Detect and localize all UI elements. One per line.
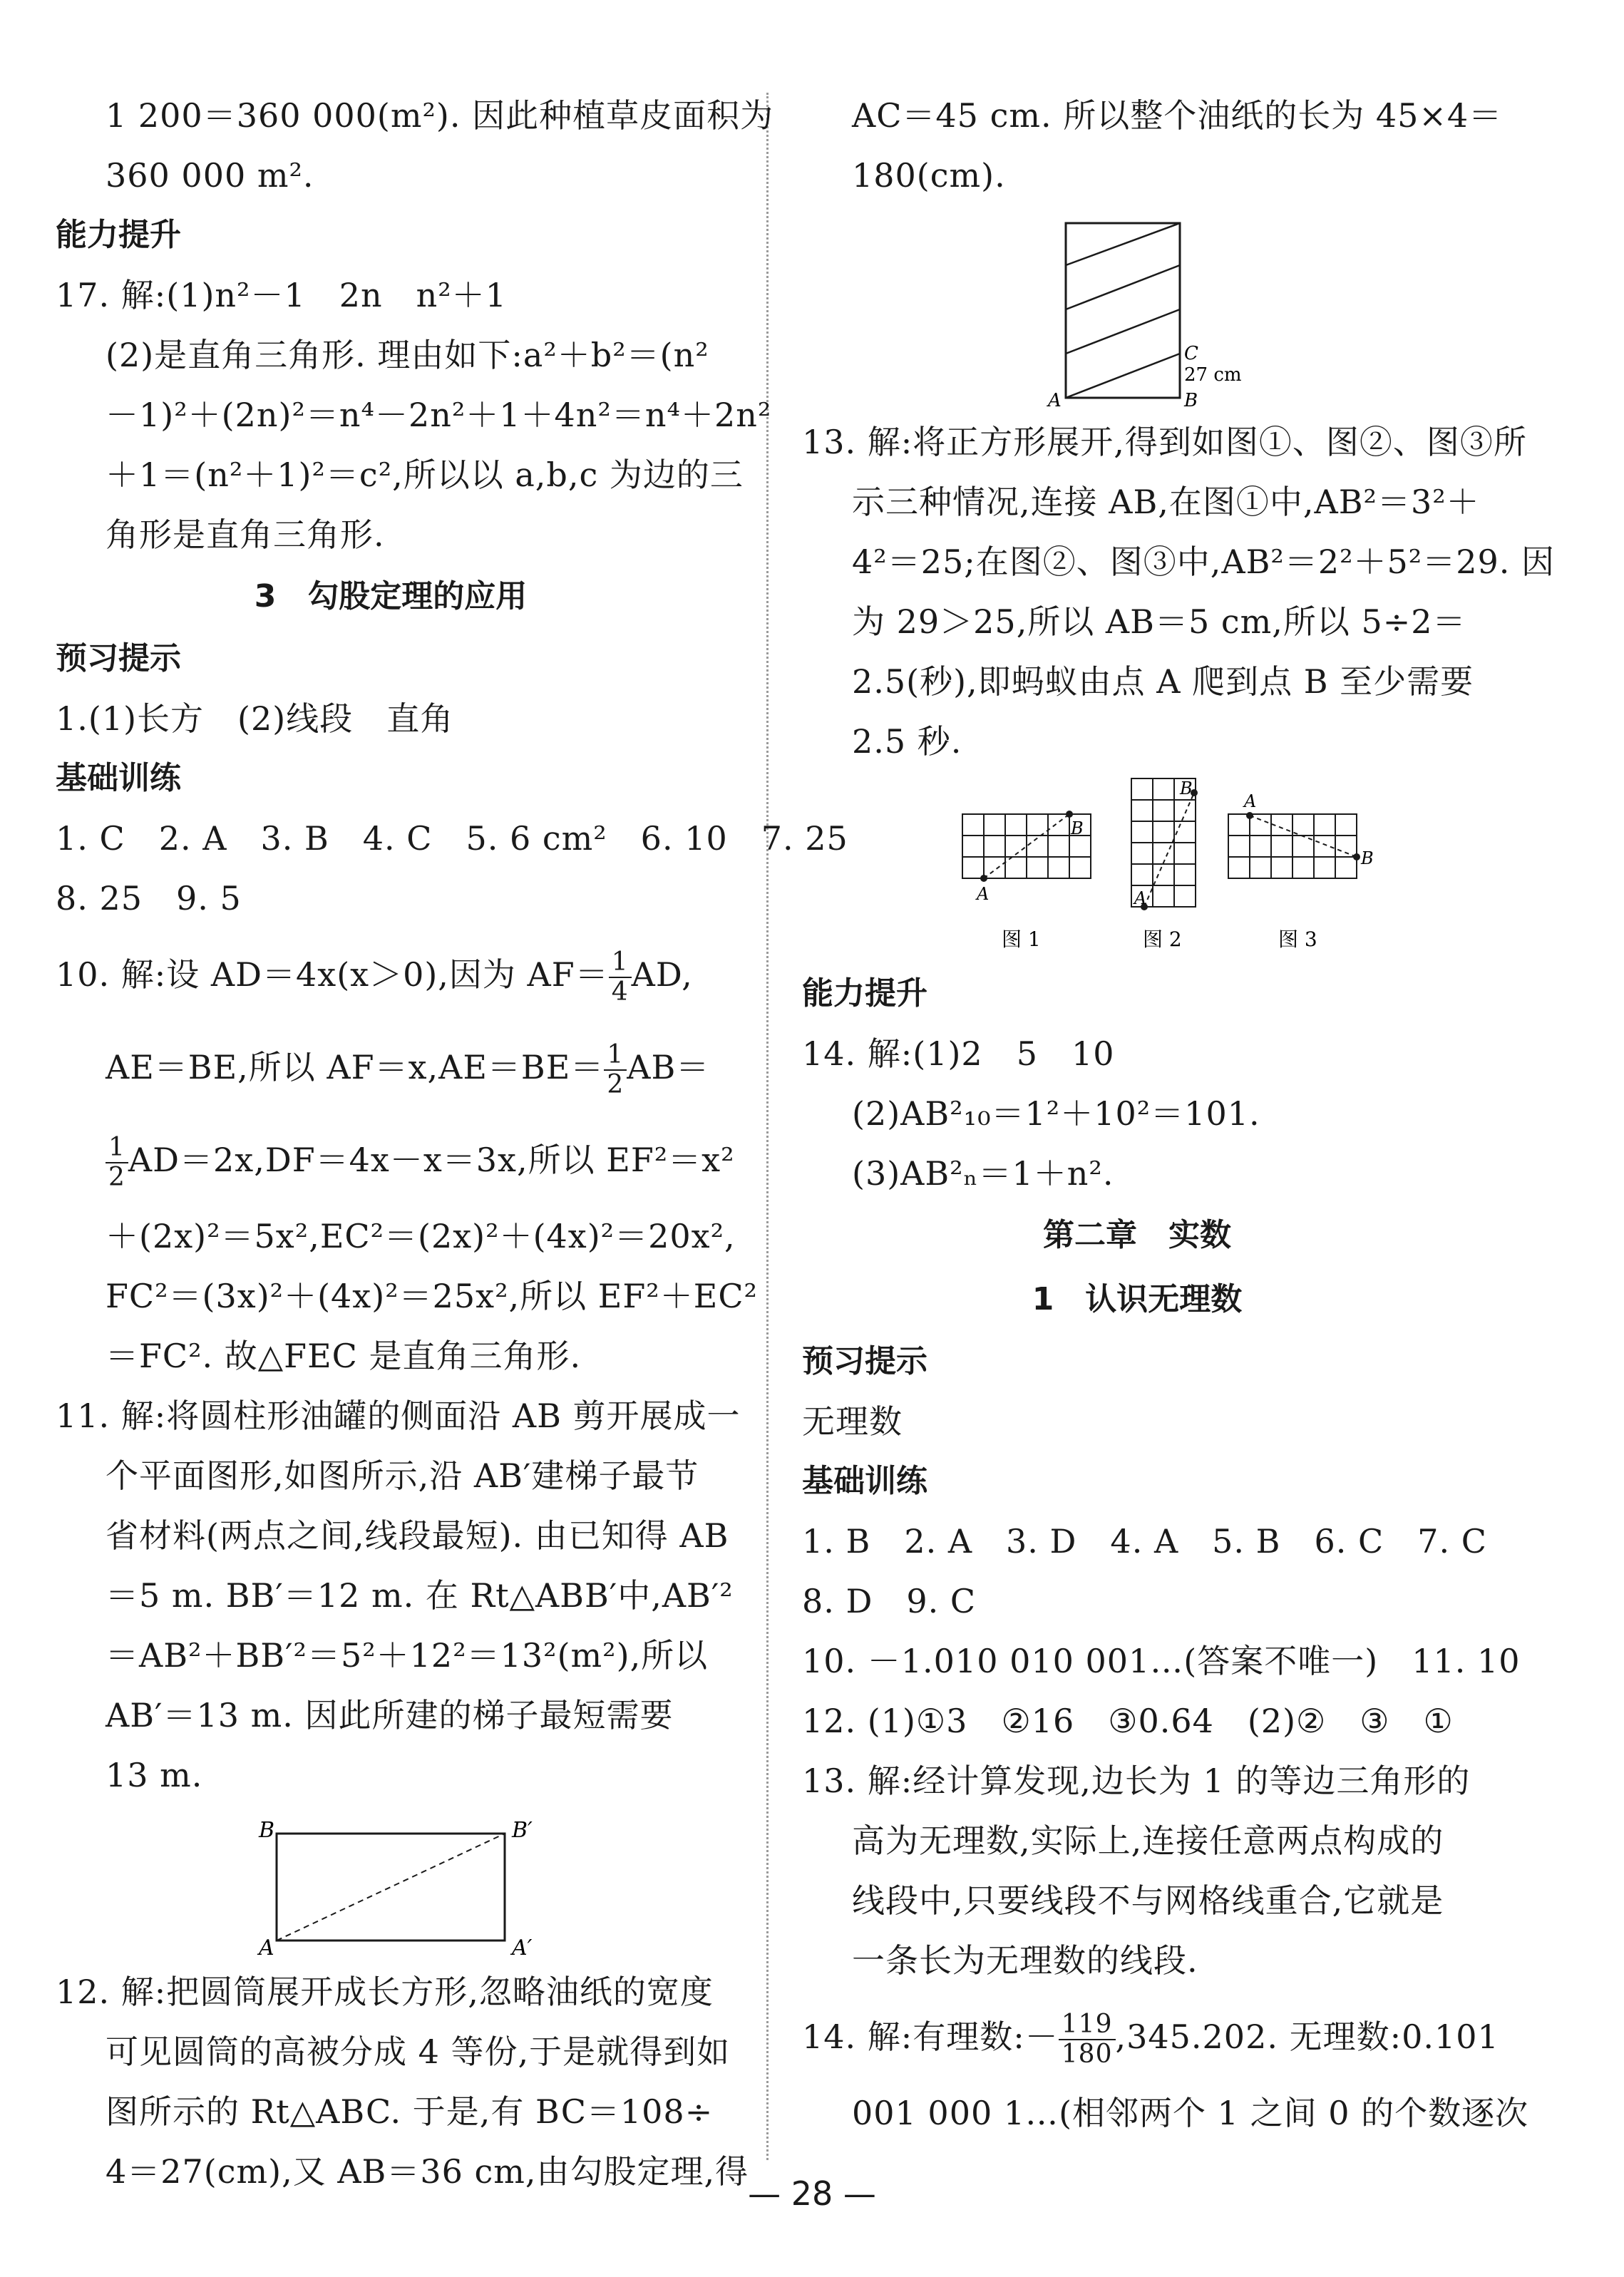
point-B xyxy=(1353,853,1360,860)
rectangle xyxy=(1066,223,1180,398)
text: AB＝ xyxy=(627,1048,710,1086)
diagonal-line xyxy=(1066,265,1180,309)
text-line: 可见圆筒的高被分成 4 等份,于是就得到如 xyxy=(106,2032,731,2071)
text-line: 1.(1)长方 (2)线段 直角 xyxy=(56,699,454,738)
chapter-title: 第二章 实数 xyxy=(1043,1217,1231,1253)
text-line: ＋1＝(n²＋1)²＝c²,所以以 a,b,c 为边的三 xyxy=(106,456,744,494)
answer-line: 12. (1)①3 ②16 ③0.64 (2)② ③ ① xyxy=(802,1702,1454,1740)
text-line: AB′＝13 m. 因此所建的梯子最短需要 xyxy=(106,1696,674,1734)
diagonal-dashed-line xyxy=(277,1834,505,1941)
text-line: －1)²＋(2n)²＝n⁴－2n²＋1＋4n²＝n⁴＋2n² xyxy=(106,396,772,434)
fraction-denominator: 2 xyxy=(607,1070,625,1099)
text-line: 一条长为无理数的线段. xyxy=(852,1941,1198,1980)
diagonal-line xyxy=(1066,309,1180,354)
fraction xyxy=(609,948,632,1007)
answer-line: 8. 25 9. 5 xyxy=(56,879,242,918)
figure-2-path xyxy=(1144,793,1194,907)
ladder-rectangle-figure xyxy=(56,1805,726,1962)
text: AD, xyxy=(631,955,693,994)
fraction-numerator: 1 xyxy=(106,1134,128,1163)
text-line: ＝FC². 故△FEC 是直角三角形. xyxy=(106,1337,582,1375)
fraction-denominator: 2 xyxy=(108,1163,125,1192)
text-line: 17. 解:(1)n²－1 2n n²＋1 xyxy=(56,276,507,314)
text-line: (3)AB²ₙ＝1＋n². xyxy=(852,1154,1114,1193)
text: ,345.202. 无理数:0.101 xyxy=(1115,2018,1499,2056)
fraction-numerator: 1 xyxy=(609,948,632,978)
q10-line-1 xyxy=(56,928,726,1021)
answer-line: 1. B 2. A 3. D 4. A 5. B 6. C 7. C xyxy=(802,1522,1487,1561)
text-line: 为 29＞25,所以 AB＝5 cm,所以 5÷2＝ xyxy=(852,602,1466,641)
fraction-numerator: 119 xyxy=(1059,2010,1116,2040)
label-C: C xyxy=(1184,343,1198,364)
text-line: 4²＝25;在图②、图③中,AB²＝2²＋5²＝29. 因 xyxy=(852,543,1556,581)
text-line: 360 000 m². xyxy=(106,156,314,195)
right-column xyxy=(802,86,1556,2143)
text-line: (2)AB²₁₀＝1²＋10²＝101. xyxy=(852,1094,1260,1133)
text-line: 示三种情况,连接 AB,在图①中,AB²＝3²＋ xyxy=(852,483,1480,521)
text-line: 个平面图形,如图所示,沿 AB′建梯子最节 xyxy=(106,1456,699,1495)
answer-line: 1. C 2. A 3. B 4. C 5. 6 cm² 6. 10 7. 25 xyxy=(56,819,848,858)
label-A: A xyxy=(1048,390,1062,411)
label-B: B xyxy=(1184,390,1198,411)
fraction xyxy=(1059,2010,1116,2069)
oil-paper-cylinder-figure xyxy=(802,205,1472,412)
text-line: 11. 解:将圆柱形油罐的侧面沿 AB 剪开展成一 xyxy=(56,1397,741,1435)
text-line: 高为无理数,实际上,连接任意两点构成的 xyxy=(852,1821,1444,1860)
page-number: — 28 — xyxy=(748,2174,876,2213)
section-title: 3 勾股定理的应用 xyxy=(254,578,528,615)
answer-line: 10. －1.010 010 001…(答案不唯一) 11. 10 xyxy=(802,1642,1521,1680)
ant-path-figures xyxy=(802,771,1472,964)
text-line: FC²＝(3x)²＋(4x)²＝25x²,所以 EF²＋EC² xyxy=(106,1277,758,1315)
text-line: 13. 解:将正方形展开,得到如图①、图②、图③所 xyxy=(802,423,1527,461)
section-heading: 预习提示 xyxy=(802,1343,927,1379)
text-line: 4＝27(cm),又 AB＝36 cm,由勾股定理,得 xyxy=(106,2152,749,2191)
section-heading: 能力提升 xyxy=(56,217,181,253)
text-line: 线段中,只要线段不与网格线重合,它就是 xyxy=(852,1881,1444,1920)
text: 10. 解:设 AD＝4x(x＞0),因为 AF＝ xyxy=(56,955,609,994)
q10-line-2 xyxy=(56,1021,726,1114)
diagonal-line xyxy=(1066,354,1180,398)
length-label: 27 cm xyxy=(1184,364,1242,386)
text-line: 省材料(两点之间,线段最短). 由已知得 AB xyxy=(106,1516,729,1555)
text-line: 角形是直角三角形. xyxy=(106,515,385,554)
text-line: 13. 解:经计算发现,边长为 1 的等边三角形的 xyxy=(802,1762,1471,1800)
text-line: 14. 解:(1)2 5 10 xyxy=(802,1034,1115,1073)
fraction-numerator: 1 xyxy=(604,1041,627,1071)
text-line: 13 m. xyxy=(106,1756,203,1794)
text-line: 180(cm). xyxy=(852,156,1006,195)
text-line: ＝AB²＋BB′²＝5²＋12²＝13²(m²),所以 xyxy=(106,1636,709,1675)
text-line: AC＝45 cm. 所以整个油纸的长为 45×4＝ xyxy=(852,96,1503,135)
caption-figure-1: 图 1 xyxy=(1002,927,1041,951)
section-heading: 基础训练 xyxy=(802,1463,927,1499)
label-B-prime: B′ xyxy=(512,1818,533,1843)
section-heading: 基础训练 xyxy=(56,760,181,796)
q14-line-1 xyxy=(802,1990,1499,2083)
label-A: A xyxy=(259,1936,274,1960)
q10-line-3 xyxy=(56,1114,735,1206)
text-line: 2.5 秒. xyxy=(852,722,962,761)
text-line: 1 200＝360 000(m²). 因此种植草皮面积为 xyxy=(106,96,774,135)
text: 14. 解:有理数:－ xyxy=(802,2018,1059,2056)
text-line: 无理数 xyxy=(802,1402,903,1441)
label-A: A xyxy=(1134,888,1147,908)
fraction-denominator: 180 xyxy=(1061,2040,1113,2069)
answer-line: 8. D 9. C xyxy=(802,1582,977,1620)
fraction xyxy=(106,1134,128,1192)
text: AE＝BE,所以 AF＝x,AE＝BE＝ xyxy=(106,1048,605,1086)
text-line: 2.5(秒),即蚂蚁由点 A 爬到点 B 至少需要 xyxy=(852,662,1474,701)
point-A xyxy=(980,875,987,882)
section-heading: 能力提升 xyxy=(802,975,927,1012)
label-A: A xyxy=(1244,791,1257,811)
text-line: ＋(2x)²＝5x²,EC²＝(2x)²＋(4x)²＝20x², xyxy=(106,1217,736,1255)
section-title: 1 认识无理数 xyxy=(1032,1281,1243,1317)
text-line: ＝5 m. BB′＝12 m. 在 Rt△ABB′中,AB′² xyxy=(106,1576,734,1615)
label-B: B xyxy=(259,1818,275,1843)
label-B: B xyxy=(1180,778,1193,798)
caption-figure-2: 图 2 xyxy=(1143,927,1182,951)
section-heading: 预习提示 xyxy=(56,640,181,677)
label-A: A xyxy=(977,884,990,904)
text-line: 图所示的 Rt△ABC. 于是,有 BC＝108÷ xyxy=(106,2092,714,2131)
caption-figure-3: 图 3 xyxy=(1278,927,1317,951)
text: AD＝2x,DF＝4x－x＝3x,所以 EF²＝x² xyxy=(128,1141,735,1179)
diagonal-line xyxy=(1066,223,1180,265)
figure-3-grid xyxy=(1228,814,1357,878)
fraction-denominator: 4 xyxy=(611,977,629,1007)
text-line: 12. 解:把圆筒展开成长方形,忽略油纸的宽度 xyxy=(56,1973,714,2011)
label-B: B xyxy=(1071,818,1084,838)
label-A-prime: A′ xyxy=(512,1936,533,1960)
text-line: (2)是直角三角形. 理由如下:a²＋b²＝(n² xyxy=(106,336,709,374)
point-B xyxy=(1066,811,1073,818)
point-A xyxy=(1246,812,1253,819)
text-line: 001 000 1…(相邻两个 1 之间 0 的个数逐次 xyxy=(852,2094,1529,2132)
label-B: B xyxy=(1361,848,1374,868)
fraction xyxy=(604,1041,627,1099)
